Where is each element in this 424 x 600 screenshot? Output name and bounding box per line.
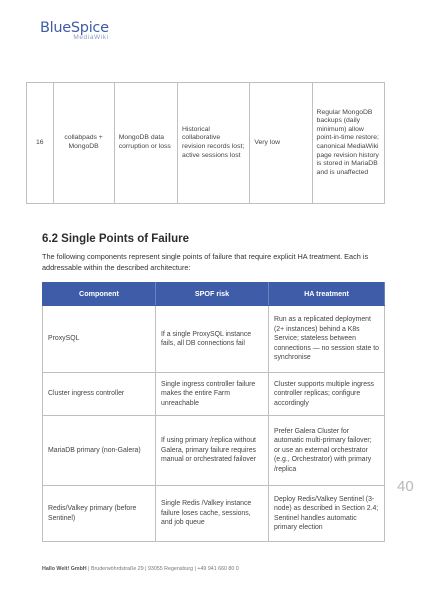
cell-ha-treatment: Deploy Redis/Valkey Sentinel (3-node) as described in Section 2.4; Sentinel handles automatic primary election — [269, 486, 385, 542]
table-row — [43, 416, 385, 486]
risk-data: MongoDB data corruption or loss — [114, 83, 177, 204]
cell-ha-treatment: Prefer Galera Cluster for automatic multi-primary failover; or use an external orchestrator (e.g., Orchestrator) with primary /replica — [269, 416, 385, 486]
logo-wordmark: BlueSpice — [40, 20, 109, 36]
cell-component: Redis/Valkey primary (before Sentinel) — [43, 486, 156, 542]
table-row — [27, 83, 385, 204]
risk-mitigation: Regular MongoDB backups (daily minimum) allow point-in-time restore; canonical MediaWiki page revision history is stored in MariaDB and is unaffected — [312, 83, 384, 204]
cell-spof-risk: Single ingress controller failure makes the entire Farm unreachable — [156, 373, 269, 416]
footer-address: | Bruderwöhrdstraße 29 | 93055 Regensburg | +49 941 660 80 0 — [86, 566, 239, 572]
risk-table-continued — [26, 82, 385, 204]
column-header-component: Component — [43, 283, 156, 306]
footer-company: Hallo Welt! GmbH — [42, 566, 87, 572]
cell-component: Cluster ingress controller — [43, 373, 156, 416]
cell-spof-risk: If a single ProxySQL instance fails, all DB connections fail — [156, 306, 269, 373]
risk-number: 16 — [27, 83, 54, 204]
table-row — [43, 373, 385, 416]
bluespice-logo — [40, 20, 109, 41]
column-header-spof-risk: SPOF risk — [156, 283, 269, 306]
section-intro: The following components represent single points of failure that require explicit HA treatment. Each is addressable within the described architecture: — [42, 252, 369, 272]
table-header-row — [43, 283, 385, 306]
risk-likelihood: Very low — [250, 83, 312, 204]
table-row — [43, 306, 385, 373]
table-row — [43, 486, 385, 542]
cell-component: MariaDB primary (non-Galera) — [43, 416, 156, 486]
column-header-ha-treatment: HA treatment — [269, 283, 385, 306]
cell-spof-risk: Single Redis /Valkey instance failure loses cache, sessions, and job queue — [156, 486, 269, 542]
risk-impact: Historical collaborative revision records lost; active sessions lost — [177, 83, 249, 204]
cell-component: ProxySQL — [43, 306, 156, 373]
spof-table — [42, 282, 385, 542]
cell-ha-treatment: Cluster supports multiple ingress controller replicas; configure accordingly — [269, 373, 385, 416]
section-heading: 6.2 Single Points of Failure — [42, 233, 189, 245]
cell-ha-treatment: Run as a replicated deployment (2+ instances) behind a K8s Service; stateless between connections — no session state to synchronise — [269, 306, 385, 373]
logo-subtitle: MediaWiki — [73, 34, 109, 41]
page-footer — [42, 566, 239, 572]
risk-component: collabpads + MongoDB — [53, 83, 114, 204]
cell-spof-risk: If using primary /replica without Galera, primary failure requires manual or orchestrated failover — [156, 416, 269, 486]
page-number: 40 — [397, 478, 414, 495]
